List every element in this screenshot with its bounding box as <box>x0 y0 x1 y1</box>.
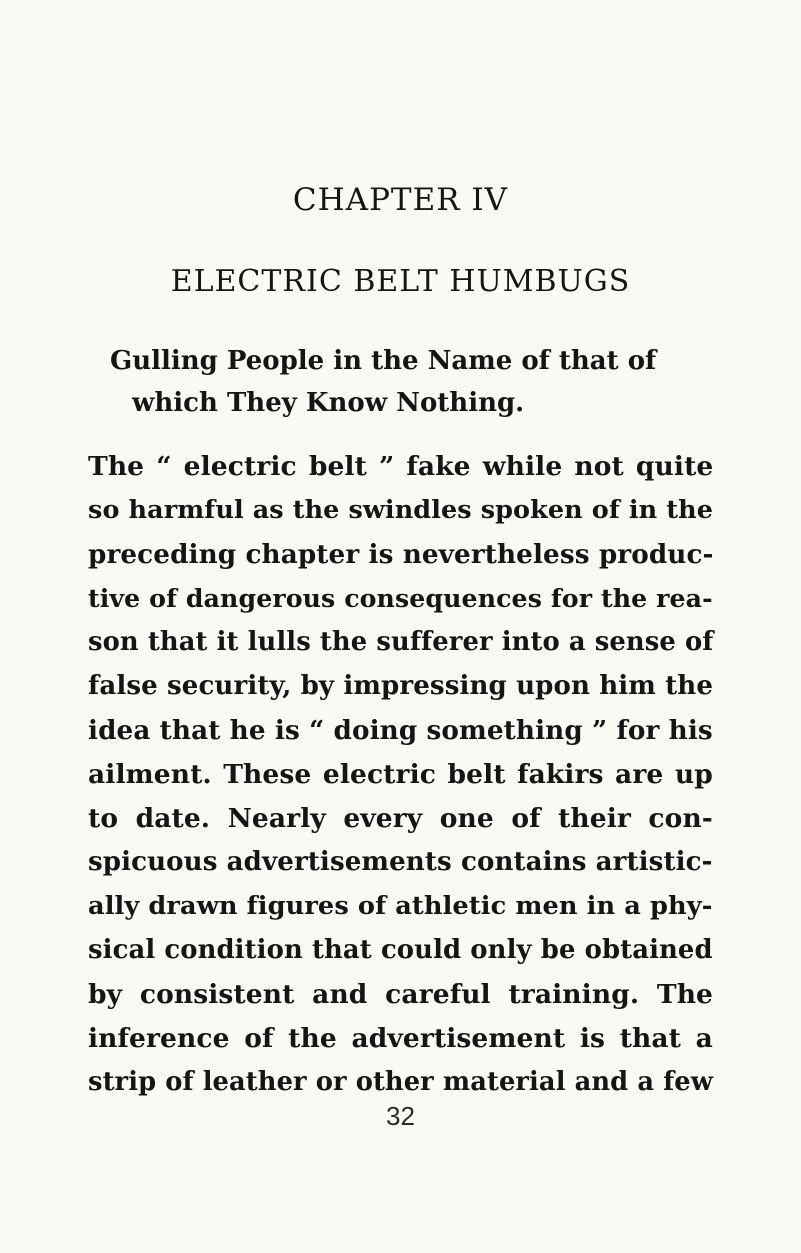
body-line: by consistent and careful training. The <box>88 979 714 1010</box>
body-line: ailment. These electric belt fakirs are up <box>88 759 713 790</box>
body-line: false security, by impressing upon him the <box>88 671 714 701</box>
body-line: spicuous advertisements contains artistic- <box>88 847 713 877</box>
body-line: so harmful as the swindles spoken of in the <box>88 495 714 525</box>
body-line: son that it lulls the sufferer into a sense of <box>88 627 714 657</box>
body-line: to date. Nearly every one of their con- <box>88 803 713 834</box>
body-line: The “ electric belt ” fake while not quite <box>88 451 714 482</box>
chapter-title: ELECTRIC BELT HUMBUGS <box>170 264 631 299</box>
chapter-heading: CHAPTER IV <box>292 182 509 218</box>
body-line: tive of dangerous consequences for the rea- <box>88 583 713 613</box>
body-line: preceding chapter is nevertheless produc- <box>88 539 714 570</box>
chapter-subtitle: Gulling People in the Name of that of which They Know Nothing. <box>110 346 657 418</box>
body-line: strip of leather or other material and a few <box>88 1067 714 1097</box>
body-line: idea that he is “ doing something ” for his <box>88 715 713 746</box>
page-number: 32 <box>386 1101 415 1131</box>
body-line: ally drawn figures of athletic men in a phy- <box>88 891 713 921</box>
body-line: sical condition that could only be obtained <box>88 935 713 965</box>
body-line: inference of the advertisement is that a <box>88 1023 713 1054</box>
